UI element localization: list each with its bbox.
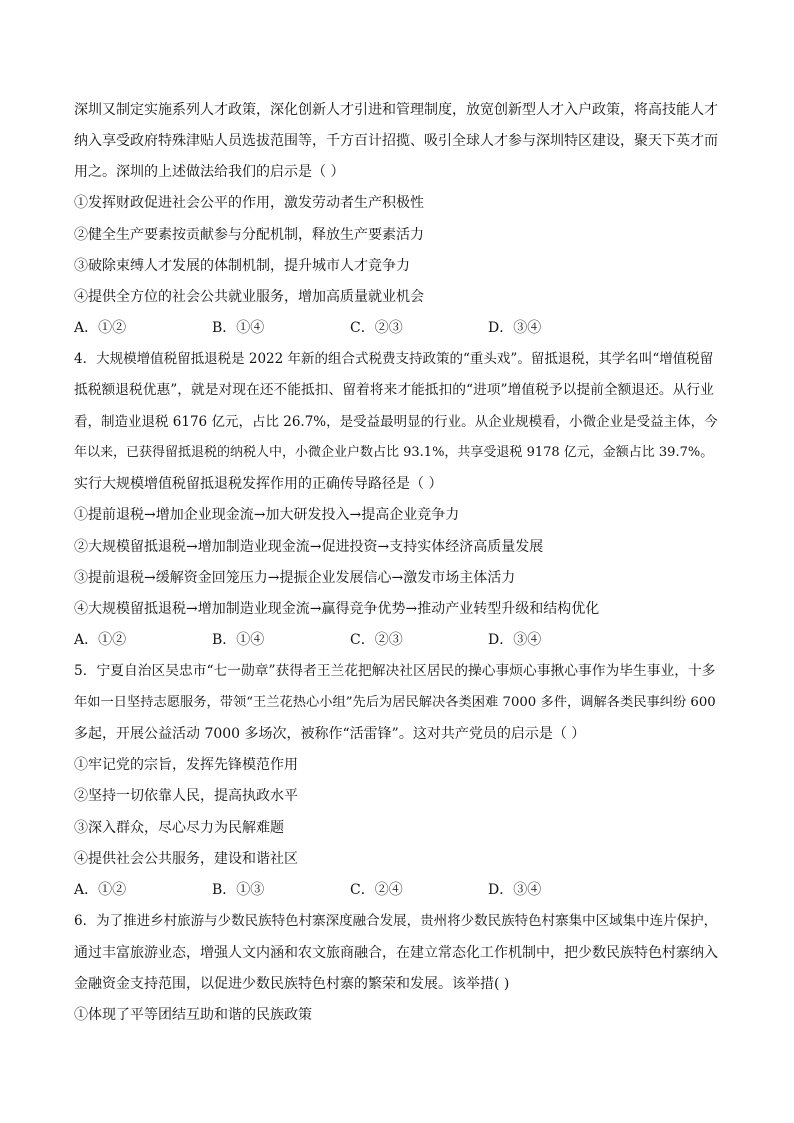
question-stem-line: 5．宁夏自治区吴忠市“七一勋章”获得者王兰花把解决社区居民的操心事烦心事揪心事作为毕生事业，十多 (74, 663, 716, 679)
choice-a: A．①② (74, 632, 127, 648)
question-stem-line: 通过丰富旅游业态，增强人文内涵和农文旅商融合，在建立常态化工作机制中，把少数民族特色村寨纳入 (74, 945, 718, 961)
question-stem-line: 多起，开展公益活动 7000 多场次，被称作“活雷锋”。这对共产党员的启示是（ ） (74, 726, 586, 742)
question-stem-line: 用之。深圳的上述做法给我们的启示是（ ） (74, 164, 345, 180)
question-stem-line: 看，制造业退税 6176 亿元，占比 26.7%，是受益最明显的行业。从企业规模看，小微企业是受益主体，今 (74, 414, 718, 430)
choice-a: A．①② (74, 882, 127, 898)
choice-b: B．①④ (212, 320, 265, 336)
question-option: ④大规模留抵退税→增加制造业现金流→赢得竞争优势→推动产业转型升级和结构优化 (74, 601, 600, 617)
answer-choices (74, 318, 724, 338)
question-option: ③破除束缚人才发展的体制机制，提升城市人才竞争力 (74, 258, 410, 274)
choice-a: A．①② (74, 320, 127, 336)
answer-choices (74, 880, 724, 900)
question-option: ④提供全方位的社会公共就业服务，增加高质量就业机会 (74, 289, 424, 305)
choice-d: D．③④ (488, 320, 542, 336)
question-option: ②健全生产要素按贡献参与分配机制，释放生产要素活力 (74, 227, 424, 243)
question-option: ④提供社会公共服务，建设和谐社区 (74, 851, 298, 867)
question-option: ②坚持一切依靠人民，提高执政水平 (74, 788, 298, 804)
question-stem-line: 金融资金支持范围，以促进少数民族特色村寨的繁荣和发展。该举措( ) (74, 976, 510, 992)
question-stem-line: 4．大规模增值税留抵退税是 2022 年新的组合式税费支持政策的“重头戏”。留抵退税，其学名叫“增值税留 (74, 351, 714, 367)
choice-c: C．②④ (350, 882, 403, 898)
choice-b: B．①③ (212, 882, 265, 898)
question-stem-line: 年如一日坚持志愿服务，带领“王兰花热心小组”先后为居民解决各类困难 7000 多件，调解各类民事纠纷 600 (74, 695, 716, 710)
question-stem-line: 年以来，已获得留抵退税的纳税人中，小微企业户数占比 93.1%，共享受退税 9178 亿元，金额占比 39.7%。 (74, 445, 714, 460)
question-option: ③深入群众，尽心尽力为民解难题 (74, 820, 284, 836)
choice-d: D．③④ (488, 882, 542, 898)
question-option: ①牢记党的宗旨，发挥先锋模范作用 (74, 757, 298, 773)
question-stem-line: 抵税额退税优惠”，就是对现在还不能抵扣、留着将来才能抵扣的“进项”增值税予以提前全额退还。从行业 (74, 382, 714, 398)
question-option: ①体现了平等团结互助和谐的民族政策 (74, 1007, 312, 1023)
question-stem-line: 6．为了推进乡村旅游与少数民族特色村寨深度融合发展，贵州将少数民族特色村寨集中区域集中连片保护， (74, 913, 718, 929)
question-stem-line: 纳入享受政府特殊津贴人员选拔范围等，千方百计招揽、吸引全球人才参与深圳特区建设，聚天下英才而 (74, 133, 718, 149)
question-stem-line: 深圳又制定实施系列人才政策，深化创新人才引进和管理制度，放宽创新型人才入户政策，将高技能人才 (74, 102, 718, 118)
question-option: ①提前退税→增加企业现金流→加大研发投入→提高企业竞争力 (74, 507, 460, 523)
choice-d: D．③④ (488, 632, 542, 648)
question-option: ③提前退税→缓解资金回笼压力→提振企业发展信心→激发市场主体活力 (74, 570, 516, 586)
question-option: ②大规模留抵退税→增加制造业现金流→促进投资→支持实体经济高质量发展 (74, 539, 544, 555)
choice-c: C．②③ (350, 320, 403, 336)
choice-b: B．①④ (212, 632, 265, 648)
question-stem-line: 实行大规模增值税留抵退税发挥作用的正确传导路径是（ ） (74, 476, 443, 492)
choice-c: C．②③ (350, 632, 403, 648)
question-option: ①发挥财政促进社会公平的作用，激发劳动者生产积极性 (74, 195, 424, 211)
answer-choices (74, 630, 724, 650)
